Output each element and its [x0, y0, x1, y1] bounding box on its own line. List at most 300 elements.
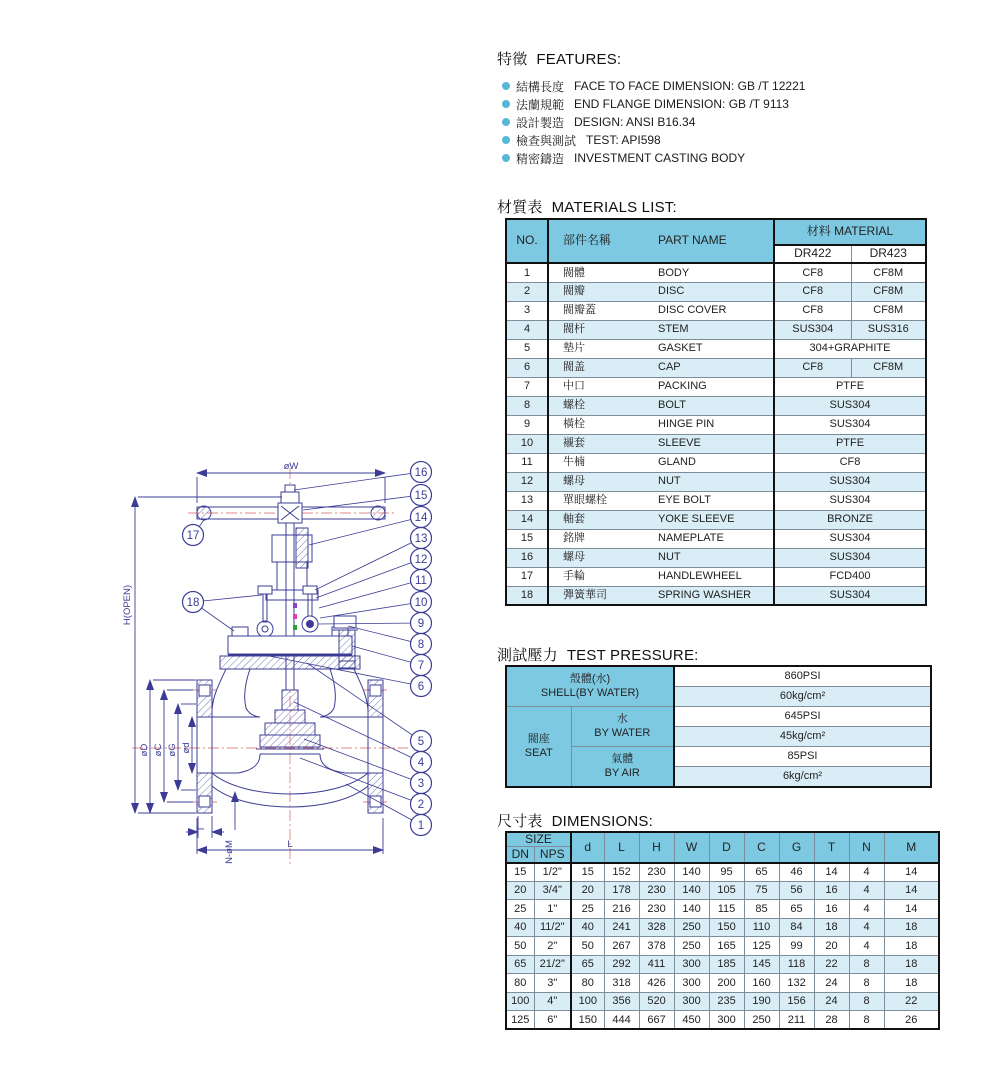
shell-by-water-label: 殼體(水) SHELL(BY WATER) [506, 666, 674, 707]
dim-value-l: 178 [604, 881, 639, 900]
feature-item [502, 95, 805, 113]
callout-balloon-8 [411, 634, 432, 655]
dim-value-c: 190 [744, 992, 779, 1011]
material-value: SUS304 [774, 548, 926, 567]
material-value-dr423: CF8M [851, 263, 926, 282]
dim-value-l: 356 [604, 992, 639, 1011]
dim-value-t: 18 [814, 918, 849, 937]
dimensions-row [506, 974, 939, 993]
dim-value-m: 18 [884, 955, 939, 974]
callout-number: 12 [414, 554, 428, 566]
materials-row [506, 567, 926, 586]
part-name-zh: 螺母 [563, 475, 585, 488]
feature-label-zh: 結構長度 [516, 79, 565, 94]
material-value-dr423: CF8M [851, 358, 926, 377]
part-no: 2 [506, 282, 548, 301]
col-T: T [814, 832, 849, 863]
materials-row [506, 263, 926, 282]
dim-value-g: 132 [779, 974, 814, 993]
part-name-en: SPRING WASHER [658, 589, 752, 602]
dim-value-c: 160 [744, 974, 779, 993]
part-no: 15 [506, 529, 548, 548]
part-name [548, 377, 774, 396]
features-title-en: FEATURES: [536, 51, 622, 68]
callout-balloon-14 [411, 507, 432, 528]
part-name [548, 282, 774, 301]
part-name-en: HINGE PIN [658, 418, 715, 431]
material-value: SUS304 [774, 529, 926, 548]
materials-row [506, 320, 926, 339]
features-list [502, 77, 805, 167]
materials-title [497, 196, 677, 217]
col-C: C [744, 832, 779, 863]
material-value: SUS304 [774, 396, 926, 415]
part-no: 13 [506, 491, 548, 510]
feature-item [502, 149, 805, 167]
part-name-zh: 閥瓣蓋 [563, 304, 596, 317]
part-name-zh: 手輪 [563, 570, 585, 583]
dim-value-t: 24 [814, 974, 849, 993]
part-name-en: HANDLEWHEEL [658, 570, 742, 583]
dim-value-w: 140 [674, 900, 709, 919]
material-value-dr422: CF8 [774, 263, 851, 282]
part-name [548, 491, 774, 510]
dim-value-m: 14 [884, 881, 939, 900]
part-name [548, 529, 774, 548]
materials-row [506, 415, 926, 434]
dim-value-t: 20 [814, 937, 849, 956]
callout-balloon-9 [411, 613, 432, 634]
callout-number: 15 [414, 490, 428, 502]
dim-label-og: øG [167, 743, 178, 757]
dim-label-ow: øW [283, 461, 299, 472]
part-name-zh: 閥杆 [563, 323, 585, 336]
dim-value-w: 300 [674, 992, 709, 1011]
disc-cover [265, 723, 315, 735]
callout-number: 2 [417, 799, 425, 811]
dim-value-d: 50 [571, 937, 604, 956]
seat-water-kg-value: 45kg/cm² [674, 727, 931, 747]
dimensions-table-head [506, 832, 939, 863]
feature-label-en: INVESTMENT CASTING BODY [574, 151, 746, 165]
part-name-en: SLEEVE [658, 437, 701, 450]
material-value-dr422: CF8 [774, 301, 851, 320]
callout-number: 5 [417, 736, 425, 748]
dim-value-w: 300 [674, 974, 709, 993]
test-pressure-title-zh: 測試壓力 [497, 647, 558, 664]
feature-label-zh: 精密鑄造 [516, 151, 565, 166]
callout-number: 14 [414, 512, 428, 524]
callout-number: 16 [414, 467, 428, 479]
callout-balloon-16 [411, 462, 432, 483]
col-G: G [779, 832, 814, 863]
nps-value: 4" [534, 992, 571, 1011]
part-no: 17 [506, 567, 548, 586]
dim-label-od: øD [139, 743, 150, 757]
dimensions-row [506, 881, 939, 900]
dim-value-h: 426 [639, 974, 674, 993]
dim-value-g: 156 [779, 992, 814, 1011]
dim-label-n-om: N-øM [224, 840, 235, 864]
shell-psi-value: 860PSI [674, 666, 931, 687]
dim-value-d: 165 [709, 937, 744, 956]
dim-label-oc: øC [153, 743, 164, 757]
dimensions-row [506, 955, 939, 974]
callout-number: 13 [414, 533, 428, 545]
part-no: 7 [506, 377, 548, 396]
dimensions-title [497, 810, 653, 831]
feature-item [502, 131, 805, 149]
part-name-zh: 中口 [563, 380, 585, 393]
dim-value-w: 250 [674, 937, 709, 956]
dim-value-t: 22 [814, 955, 849, 974]
material-value: PTFE [774, 434, 926, 453]
feature-label-en: TEST: API598 [586, 133, 661, 147]
part-no: 11 [506, 453, 548, 472]
dim-value-d: 65 [571, 955, 604, 974]
nps-value: 6" [534, 1011, 571, 1030]
dim-value-n: 8 [849, 992, 884, 1011]
callout-number: 17 [186, 530, 200, 542]
col-M: M [884, 832, 939, 863]
callout-balloon-13 [411, 528, 432, 549]
part-no: 3 [506, 301, 548, 320]
callout-balloon-4 [411, 752, 432, 773]
dim-value-g: 211 [779, 1011, 814, 1030]
part-name [548, 415, 774, 434]
dim-value-h: 230 [639, 900, 674, 919]
callout-number: 11 [415, 575, 427, 587]
dimensions-row [506, 992, 939, 1011]
feature-item [502, 113, 805, 131]
dim-value-d: 185 [709, 955, 744, 974]
col-D: D [709, 832, 744, 863]
dimensions-table [505, 831, 940, 1030]
dim-value-h: 411 [639, 955, 674, 974]
dim-value-n: 8 [849, 1011, 884, 1030]
part-name-en: STEM [658, 323, 689, 336]
part-name-en: BOLT [658, 399, 686, 412]
valve-body-outline [197, 485, 385, 813]
stem-nut [281, 492, 299, 503]
part-name-en: GASKET [658, 342, 703, 355]
dim-value-c: 125 [744, 937, 779, 956]
dimensions-table-body [506, 863, 939, 1030]
dim-value-n: 8 [849, 974, 884, 993]
partition-wall [238, 754, 260, 773]
feature-bullet-icon [502, 118, 510, 126]
test-pressure-title [497, 644, 699, 665]
callout-balloon-6 [411, 676, 432, 697]
materials-title-zh: 材質表 [497, 199, 543, 216]
material-value-dr423: CF8M [851, 282, 926, 301]
feature-bullet-icon [502, 100, 510, 108]
dim-value-l: 318 [604, 974, 639, 993]
col-d: d [571, 832, 604, 863]
part-name-zh: 橫栓 [563, 418, 585, 431]
part-name-zh: 牛楠 [563, 456, 585, 469]
dn-value: 40 [506, 918, 534, 937]
features-title-zh: 特徵 [497, 51, 528, 68]
feature-label-en: DESIGN: ANSI B16.34 [574, 115, 696, 129]
materials-col-material: 材料 MATERIAL [774, 219, 926, 245]
material-value: PTFE [774, 377, 926, 396]
dim-value-d: 150 [709, 918, 744, 937]
packing-mark [293, 625, 297, 630]
material-value: 304+GRAPHITE [774, 339, 926, 358]
dim-value-l: 444 [604, 1011, 639, 1030]
test-pressure-table [505, 665, 932, 788]
seat-by-water-label: 水 BY WATER [571, 707, 674, 747]
nps-value: 3/4" [534, 881, 571, 900]
callout-balloon-5 [411, 731, 432, 752]
dim-value-d: 95 [709, 863, 744, 882]
part-no: 1 [506, 263, 548, 282]
dim-value-w: 300 [674, 955, 709, 974]
shell-kg-value: 60kg/cm² [674, 687, 931, 707]
dim-value-h: 328 [639, 918, 674, 937]
materials-row [506, 339, 926, 358]
materials-row [506, 396, 926, 415]
bonnet-bolt-left [232, 627, 248, 636]
part-name-zh: 單眼螺栓 [563, 494, 607, 507]
dim-value-t: 16 [814, 900, 849, 919]
nps-value: 11/2" [534, 918, 571, 937]
dn-value: 65 [506, 955, 534, 974]
part-name-zh: 銘牌 [563, 532, 585, 545]
dim-value-d: 200 [709, 974, 744, 993]
stem-coupling [282, 690, 298, 710]
dn-value: 80 [506, 974, 534, 993]
dimensions-row [506, 900, 939, 919]
col-size: SIZE [506, 832, 571, 847]
seat-air-kg-value: 6kg/cm² [674, 767, 931, 788]
nps-value: 3" [534, 974, 571, 993]
part-name-zh: 軸套 [563, 513, 585, 526]
dim-label-l: L [287, 839, 293, 850]
materials-row [506, 491, 926, 510]
callout-balloon-1 [411, 815, 432, 836]
dim-value-d: 40 [571, 918, 604, 937]
dim-value-d: 150 [571, 1011, 604, 1030]
materials-col-partname: 部件名稱 PART NAME [548, 219, 774, 263]
callout-balloon-12 [411, 549, 432, 570]
materials-row [506, 282, 926, 301]
callout-number: 9 [417, 618, 425, 630]
dim-label-h-open: H(OPEN) [122, 584, 133, 626]
materials-row [506, 434, 926, 453]
dim-value-m: 14 [884, 900, 939, 919]
seat-label: 閥座 SEAT [506, 707, 571, 788]
part-name-en: PACKING [658, 380, 707, 393]
dim-value-n: 4 [849, 863, 884, 882]
dim-value-g: 118 [779, 955, 814, 974]
dim-value-d: 20 [571, 881, 604, 900]
dimensions-row [506, 937, 939, 956]
seat-water-psi-value: 645PSI [674, 707, 931, 727]
dim-value-t: 24 [814, 992, 849, 1011]
material-value-dr422: SUS304 [774, 320, 851, 339]
callout-number: 3 [417, 778, 425, 790]
dim-label-t: T [196, 826, 207, 832]
col-H: H [639, 832, 674, 863]
dim-value-h: 378 [639, 937, 674, 956]
material-value: SUS304 [774, 586, 926, 605]
part-name [548, 567, 774, 586]
dim-value-d: 100 [571, 992, 604, 1011]
dim-value-w: 140 [674, 863, 709, 882]
dimensions-head-row [506, 832, 939, 847]
callout-number: 4 [417, 757, 425, 769]
materials-title-en: MATERIALS LIST: [551, 199, 677, 216]
feature-label-zh: 法蘭規範 [516, 97, 565, 112]
material-value: FCD400 [774, 567, 926, 586]
dim-value-n: 4 [849, 900, 884, 919]
dimensions-title-en: DIMENSIONS: [551, 813, 653, 830]
materials-grade-dr422: DR422 [774, 245, 851, 263]
dimensions-row [506, 1011, 939, 1030]
callout-number: 7 [417, 660, 425, 672]
nps-value: 2" [534, 937, 571, 956]
material-value: CF8 [774, 453, 926, 472]
dim-value-l: 267 [604, 937, 639, 956]
part-name-en: NUT [658, 551, 681, 564]
part-no: 6 [506, 358, 548, 377]
part-name [548, 510, 774, 529]
dn-value: 20 [506, 881, 534, 900]
callout-number: 8 [417, 639, 425, 651]
part-name-zh: 閥盖 [563, 361, 585, 374]
materials-row [506, 453, 926, 472]
dim-value-g: 56 [779, 881, 814, 900]
part-name [548, 396, 774, 415]
callout-balloon-11 [411, 570, 432, 591]
feature-label-zh: 檢查與測試 [516, 133, 577, 148]
side-bolt [334, 616, 356, 628]
material-value: SUS304 [774, 415, 926, 434]
bonnet-flange [228, 636, 352, 654]
callout-balloon-10 [411, 592, 432, 613]
part-no: 12 [506, 472, 548, 491]
dim-value-l: 152 [604, 863, 639, 882]
body-top-flange [220, 656, 360, 669]
dim-value-n: 4 [849, 881, 884, 900]
materials-row [506, 377, 926, 396]
feature-label-en: END FLANGE DIMENSION: GB /T 9113 [574, 97, 789, 111]
dim-value-c: 65 [744, 863, 779, 882]
part-name-zh: 襯套 [563, 437, 585, 450]
part-name-zh: 螺栓 [563, 399, 585, 412]
part-no: 16 [506, 548, 548, 567]
packing-mark [293, 603, 297, 608]
dim-value-d: 25 [571, 900, 604, 919]
dimensions-row [506, 863, 939, 882]
col-W: W [674, 832, 709, 863]
dim-value-w: 250 [674, 918, 709, 937]
callout-balloon-18 [183, 592, 204, 613]
part-no: 10 [506, 434, 548, 453]
dim-value-c: 250 [744, 1011, 779, 1030]
dim-value-g: 99 [779, 937, 814, 956]
part-name [548, 434, 774, 453]
part-name-en: DISC COVER [658, 304, 727, 317]
valve-cross-section-drawing [60, 440, 460, 870]
part-name [548, 358, 774, 377]
eye-bolt [258, 586, 272, 594]
material-value: SUS304 [774, 472, 926, 491]
callout-balloon-3 [411, 773, 432, 794]
materials-table-body [506, 263, 926, 605]
dim-value-m: 14 [884, 863, 939, 882]
dimensions-row [506, 918, 939, 937]
callout-balloon-7 [411, 655, 432, 676]
disc [260, 735, 320, 747]
materials-row [506, 358, 926, 377]
material-value-dr423: SUS316 [851, 320, 926, 339]
part-name [548, 453, 774, 472]
dim-value-t: 16 [814, 881, 849, 900]
part-name-zh: 閥體 [563, 266, 585, 279]
materials-grade-dr423: DR423 [851, 245, 926, 263]
material-value: BRONZE [774, 510, 926, 529]
callout-number: 10 [414, 597, 428, 609]
dim-value-d: 115 [709, 900, 744, 919]
dim-value-d: 235 [709, 992, 744, 1011]
nps-value: 1/2" [534, 863, 571, 882]
col-nps: NPS [534, 847, 571, 863]
part-name [548, 548, 774, 567]
dim-value-l: 216 [604, 900, 639, 919]
dim-value-n: 4 [849, 937, 884, 956]
dim-value-g: 65 [779, 900, 814, 919]
dim-value-l: 292 [604, 955, 639, 974]
dim-value-h: 230 [639, 863, 674, 882]
dim-value-d: 300 [709, 1011, 744, 1030]
dim-value-h: 667 [639, 1011, 674, 1030]
dim-value-m: 18 [884, 918, 939, 937]
dim-label-od-bore: ød [181, 742, 192, 754]
feature-label-zh: 設計製造 [516, 115, 565, 130]
part-name-zh: 螺母 [563, 551, 585, 564]
dim-value-l: 241 [604, 918, 639, 937]
nps-value: 21/2" [534, 955, 571, 974]
seat-air-psi-value: 85PSI [674, 747, 931, 767]
dim-value-h: 230 [639, 881, 674, 900]
part-no: 9 [506, 415, 548, 434]
seat-by-air-label: 氣體 BY AIR [571, 747, 674, 788]
dim-value-d: 15 [571, 863, 604, 882]
dim-value-m: 26 [884, 1011, 939, 1030]
dim-value-t: 28 [814, 1011, 849, 1030]
dim-value-d: 105 [709, 881, 744, 900]
part-no: 5 [506, 339, 548, 358]
col-N: N [849, 832, 884, 863]
part-name [548, 339, 774, 358]
materials-row [506, 548, 926, 567]
dim-value-c: 145 [744, 955, 779, 974]
part-no: 18 [506, 586, 548, 605]
part-name-en: EYE BOLT [658, 494, 711, 507]
dn-value: 50 [506, 937, 534, 956]
feature-item [502, 77, 805, 95]
part-name [548, 472, 774, 491]
dim-value-w: 450 [674, 1011, 709, 1030]
materials-row [506, 529, 926, 548]
dn-value: 125 [506, 1011, 534, 1030]
dn-value: 15 [506, 863, 534, 882]
part-name-en: DISC [658, 285, 685, 298]
material-value-dr422: CF8 [774, 282, 851, 301]
